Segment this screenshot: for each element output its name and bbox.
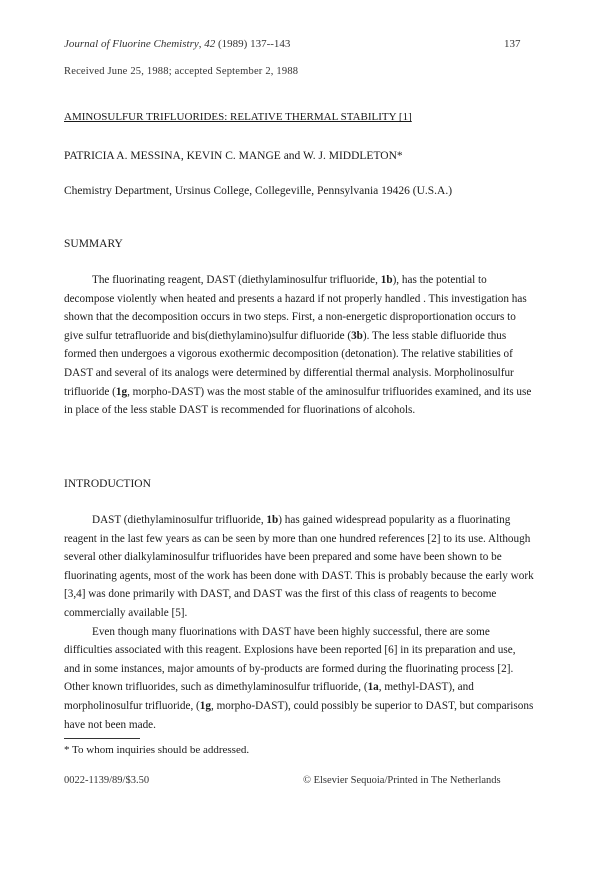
introduction-heading: INTRODUCTION (64, 478, 151, 490)
introduction-body (64, 511, 534, 734)
footnote-divider (64, 738, 140, 739)
publication-code: 0022-1139/89/$3.50 (64, 775, 150, 786)
summary-body (64, 271, 534, 420)
summary-paragraph: The fluorinating reagent, DAST (diethylaminosulfur trifluoride, 1b), has the potential to decompose violently when heated and presents a hazard if not properly handled . This investigation has shown that the decomposition occurs in two steps. First, a non-energetic disproportionation occurs to give sulfur tetrafluoride and bis(diethylamino)sulfur difluoride (3b). The less stable difluoride thus formed then undergoes a vigorous exothermic decomposition (detonation). The relative stabilities of DAST and several of its analogs were determined by differential thermal analysis. Morpholinosulfur trifluoride (1g, morpho-DAST) was the most stable of the aminosulfur trifluorides examined, and its use in place of the less stable DAST is recommended for fluorinations of alcohols. (64, 274, 532, 417)
summary-heading: SUMMARY (64, 238, 123, 250)
copyright: © Elsevier Sequoia/Printed in The Netherlands (303, 775, 501, 786)
introduction-paragraph-2: Even though many fluorinations with DAST have been highly successful, there are some difficulties associated with this reagent. Explosions have been reported [6] in its preparation and use, and in some instances, major amounts of by-products are formed during the fluorinating process [2]. Other known trifluorides, such as dimethylaminosulfur trifluoride, (1a, methyl-DAST), and morpholinosulfur trifluoride, (1g, morpho-DAST), could possibly be superior to DAST, but comparisons have not been made. (64, 625, 534, 731)
received-dates: Received June 25, 1988; accepted September 2, 1988 (64, 66, 299, 77)
journal-year-pages: (1989) 137--143 (218, 38, 291, 50)
affiliation: Chemistry Department, Ursinus College, Collegeville, Pennsylvania 19426 (U.S.A.) (64, 185, 453, 197)
authors: PATRICIA A. MESSINA, KEVIN C. MANGE and W. J. MIDDLETON* (64, 150, 403, 162)
introduction-paragraph-1: DAST (diethylaminosulfur trifluoride, 1b) has gained widespread popularity as a fluorinating reagent in the last few years as can be seen by more than one hundred references [2] to its use. Although several other dialkylaminosulfur trifluorides have been prepared and some have been shown to be fluorinating agents, most of the work has been done with DAST. This is probably because the early work [3,4] was done primarily with DAST, and DAST was the first of this class of reagents to become commercially available [5]. (64, 514, 534, 619)
journal-volume: 42 (204, 38, 216, 50)
journal-name: Journal of Fluorine Chemistry (64, 38, 199, 50)
footnote: * To whom inquiries should be addressed. (64, 744, 250, 756)
journal-citation: Journal of Fluorine Chemistry, 42 (1989) 137--143 (64, 38, 291, 50)
paper-title: AMINOSULFUR TRIFLUORIDES: RELATIVE THERMAL STABILITY [1] (64, 111, 412, 123)
page-number: 137 (504, 38, 521, 50)
